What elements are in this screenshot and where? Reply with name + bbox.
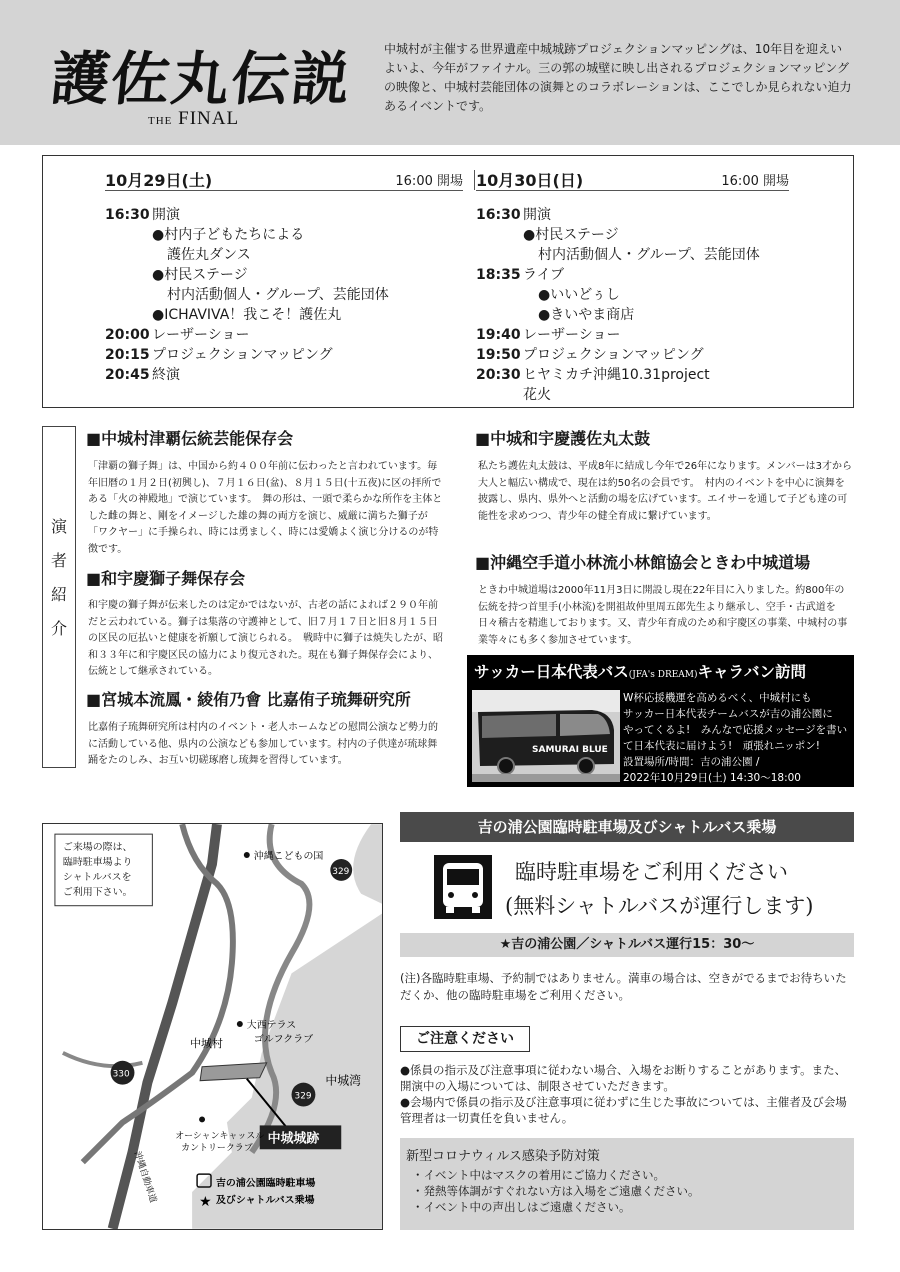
schedule-day2 xyxy=(476,166,789,405)
schedule-row xyxy=(476,205,789,225)
soccer-line: て日本代表に届けよう! 頑張れニッポン! xyxy=(623,740,820,752)
schedule-time: 16:30 xyxy=(105,207,150,223)
soccer-line: サッカー日本代表チームバスが吉の浦公園に xyxy=(623,708,833,720)
schedule-row xyxy=(105,205,463,225)
schedule-item: 護佐丸ダンス xyxy=(167,247,251,263)
schedule-divider xyxy=(474,170,475,190)
schedule-box xyxy=(42,155,854,408)
day1-open-time: 16:00 開場 xyxy=(395,174,463,189)
schedule-row xyxy=(476,345,789,365)
route-329-label: 329 xyxy=(332,866,350,877)
caution-item: ●係員の指示及び注意事項に従わない場合、入場をお断りすることがあります。また、開演中の入場については、制限させていただきます。 xyxy=(400,1063,847,1093)
route-330-label: 330 xyxy=(112,1069,130,1080)
schedule-row xyxy=(105,245,463,265)
golf-label-1: 大西テラス xyxy=(246,1019,297,1031)
schedule-row xyxy=(105,325,463,345)
parking-note: (注)各臨時駐車場、予約制ではありません。満車の場合は、空きがでるまでお待ちいただくか、他の臨時駐車場をご利用ください。 xyxy=(400,971,847,1002)
schedule-time: 20:30 xyxy=(476,367,521,383)
ocean-label-2: カントリークラブ xyxy=(181,1143,253,1154)
schedule-item: プロジェクションマッピング xyxy=(152,347,333,363)
day2-open-time: 16:00 開場 xyxy=(721,174,789,189)
schedule-item: ライブ xyxy=(523,267,565,283)
access-map xyxy=(42,823,383,1230)
schedule-item: 村内活動個人・グループ、芸能団体 xyxy=(538,247,760,263)
castle-site-shape xyxy=(200,1063,267,1081)
day1-header xyxy=(105,166,463,191)
performers-label-char: 介 xyxy=(50,619,67,638)
schedule-time: 19:50 xyxy=(476,347,521,363)
day2-program xyxy=(476,205,789,405)
schedule-row xyxy=(476,325,789,345)
soccer-line: 2022年10月29日(土) 14:30～18:00 xyxy=(623,772,801,784)
group-heading: ■沖縄空手道小林流小林館協会ときわ中城道場 xyxy=(475,553,811,572)
schedule-row xyxy=(476,265,789,285)
intro-paragraph: 中城村が主催する世界遺産中城城跡プロジェクションマッピングは、10年目を迎えいよいよ、今年がファイナル。三の郭の城壁に映し出されるプロジェクションマッピングの映像と、中城村芸能団体の演舞とのコラボレーションは、ここでしか見られない迫力あるイベントです。 xyxy=(384,42,852,113)
event-logo-title: 護佐丸伝説 xyxy=(47,45,356,113)
route-329-label-2: 329 xyxy=(294,1091,312,1102)
schedule-row xyxy=(476,285,789,305)
schedule-time: 19:40 xyxy=(476,327,521,343)
schedule-item: ●村内子どもたちによる xyxy=(152,227,305,243)
ocean-label-1: オーシャンキャッスル xyxy=(175,1131,265,1142)
day1-date: 10月29日(土) xyxy=(105,171,213,190)
logo-the: THE xyxy=(148,115,173,127)
schedule-item: 村内活動個人・グループ、芸能団体 xyxy=(167,287,389,303)
soccer-title-b: キャラバン訪問 xyxy=(697,662,807,681)
star-icon: ★ xyxy=(199,1193,212,1210)
soccer-line: 設置場所/時間：吉の浦公園 / xyxy=(623,756,760,768)
day1-program xyxy=(105,205,463,385)
performers-label-char: 演 xyxy=(50,517,67,536)
schedule-item: 花火 xyxy=(523,387,551,403)
expressway-label: 沖縄自動車道 xyxy=(131,1150,158,1205)
soccer-bus-text xyxy=(623,690,851,786)
caution-list xyxy=(400,1062,854,1126)
bay-label: 中城湾 xyxy=(325,1073,362,1088)
castle-label: 中城城跡 xyxy=(267,1131,320,1147)
shuttle-time-bar: ★吉の浦公園／シャトルバス運行15：30～ xyxy=(400,933,854,957)
team-bus-photo xyxy=(472,690,620,782)
soccer-title-small: (JFA's DREAM) xyxy=(628,670,698,680)
schedule-time: 20:15 xyxy=(105,347,150,363)
kodomo-label: 沖縄こどもの国 xyxy=(253,850,324,862)
schedule-time: 20:00 xyxy=(105,327,150,343)
schedule-row xyxy=(105,265,463,285)
caution-heading: ご注意ください xyxy=(400,1026,530,1052)
group-description: 私たち護佐丸太鼓は、平成8年に結成し今年で26年になります。メンバーは3才から大人と幅広い構成で、現在は約50名の会員です。 村内のイベントを中心に演舞を披露し、県内、県外へと活動の場を広げています。エイサーを通して子ども達の可能性を求めつつ、青少年の健全育成に繋げています。 xyxy=(478,461,852,522)
soccer-title-a: サッカー日本代表バス xyxy=(474,662,629,681)
event-logo-subtitle xyxy=(148,108,239,130)
bus-icon xyxy=(434,855,492,919)
covid-title: 新型コロナウィルス感染予防対策 xyxy=(406,1149,600,1164)
group-description: ときわ中城道場は2000年11月3日に開設し現在22年目に入りました。約800年の伝統を持つ首里手(小林流)を開祖故仲里周五郎先生より継承し、空手・古武道を日々稽古を精進しております。又、青少年育成のため和宇慶区の事業、中城村の事業等々にも多く参加させています。 xyxy=(478,585,848,646)
schedule-item: 開演 xyxy=(152,207,180,223)
map-note: ご来場の際は、 臨時駐車場より シャトルバスを ご利用下さい。 xyxy=(62,842,133,898)
parking-map-label-2: 及びシャトルバス乗場 xyxy=(215,1194,315,1206)
covid-list xyxy=(412,1167,700,1215)
schedule-item: ●ICHAVIVA！我こそ！護佐丸 xyxy=(152,307,342,323)
soccer-line: W杯応援機運を高めるべく、中城村にも xyxy=(623,692,812,704)
sea-area-north xyxy=(353,824,382,904)
performers-label-char: 者 xyxy=(50,551,67,570)
schedule-time: 20:45 xyxy=(105,367,150,383)
schedule-item: ●村民ステージ xyxy=(152,267,248,283)
group-heading: ■和宇慶獅子舞保存会 xyxy=(86,569,246,588)
performers-label xyxy=(42,510,76,646)
covid-item: ・発熱等体調がすぐれない方は入場をご遠慮ください。 xyxy=(412,1184,700,1198)
day2-header xyxy=(476,166,789,191)
schedule-time: 16:30 xyxy=(476,207,521,223)
covid-item: ・イベント中はマスクの着用にご協力ください。 xyxy=(412,1168,665,1182)
parking-main-message: 臨時駐車場をご利用ください xyxy=(515,860,788,884)
group-description: 和宇慶の獅子舞が伝来したのは定かではないが、古老の話によれば２９０年前だと云われている。獅子は集落の守護神として、旧７月１７日と旧８月１５日の区民の厄払いと健康を祈願して演じられる。 戦時中に獅子は焼失したが、昭和３３年に和宇慶区民の協力により復元された。現在も獅子舞保存会により、伝統として継承されている。 xyxy=(88,600,443,677)
schedule-item: ヒヤミカチ沖縄10.31project xyxy=(523,367,710,383)
schedule-row xyxy=(476,305,789,325)
group-description: 「津覇の獅子舞」は、中国から約４００年前に伝わったと言われています。毎年旧暦の１月２日(初興し)、７月１６日(盆)、８月１５日(十五夜)に区の拝所である「火の神殿地」で演じています。 舞の形は、一頭で柔らかな所作を主体とした雌の舞と、剛をイメージした雄の舞の両方を演じ、威厳に満ちた獅子が「ワクヤー」に手操られ、時には勇ましく、時には愛嬌よく演じ分けるのが特徴です。 xyxy=(88,461,443,555)
schedule-row xyxy=(476,245,789,265)
bus-side-text: SAMURAI BLUE xyxy=(532,745,608,755)
schedule-row xyxy=(476,225,789,245)
soccer-line: やってくるよ! みんなで応援メッセージを書い xyxy=(623,724,848,736)
schedule-item: プロジェクションマッピング xyxy=(523,347,704,363)
schedule-row xyxy=(105,365,463,385)
caution-item: ●会場内で係員の指示及び注意事項に従わずに生じた事故については、主催者及び会場管理者は一切責任を負いません。 xyxy=(400,1095,847,1125)
schedule-row xyxy=(105,345,463,365)
schedule-item: 開演 xyxy=(523,207,551,223)
parking-heading: 吉の浦公園臨時駐車場及びシャトルバス乗場 xyxy=(400,812,854,842)
schedule-item: 終演 xyxy=(152,367,180,383)
schedule-row xyxy=(105,285,463,305)
parking-map-label-1: 吉の浦公園臨時駐車場 xyxy=(215,1178,316,1190)
schedule-item: ●きいやま商店 xyxy=(538,307,635,323)
group-heading: ■宮城本流鳳・綾侑乃會 比嘉侑子琉舞研究所 xyxy=(86,690,411,709)
schedule-day1 xyxy=(105,166,463,385)
schedule-item: ●村民ステージ xyxy=(523,227,619,243)
group-heading: ■中城村津覇伝統芸能保存会 xyxy=(86,429,294,448)
parking-sub-message: (無料シャトルバスが運行します) xyxy=(505,894,814,918)
soccer-bus-title xyxy=(474,660,848,682)
schedule-row xyxy=(105,225,463,245)
logo-final: FINAL xyxy=(178,108,240,129)
performers-label-char: 紹 xyxy=(50,585,67,604)
group-description: 比嘉侑子琉舞研究所は村内のイベント・老人ホームなどの慰問公演など勢力的に活動している他、県内の公演なども参加しています。村内の子供達が琉球舞踊をたのしみ、お互い切磋琢磨し琉舞を習得しています。 xyxy=(88,722,438,766)
group-heading: ■中城和宇慶護佐丸太鼓 xyxy=(475,429,651,448)
village-label: 中城村 xyxy=(190,1036,223,1050)
schedule-item: レーザーショー xyxy=(523,327,621,343)
schedule-row xyxy=(476,365,789,385)
schedule-item: レーザーショー xyxy=(152,327,250,343)
schedule-row xyxy=(105,305,463,325)
covid-item: ・イベント中の声出しはご遠慮ください。 xyxy=(412,1200,631,1214)
golf-label-2: ゴルフクラブ xyxy=(253,1033,314,1045)
schedule-row xyxy=(476,385,789,405)
day2-date: 10月30日(日) xyxy=(476,171,584,190)
schedule-item: ●いいどぅし xyxy=(538,287,620,303)
schedule-time: 18:35 xyxy=(476,267,521,283)
